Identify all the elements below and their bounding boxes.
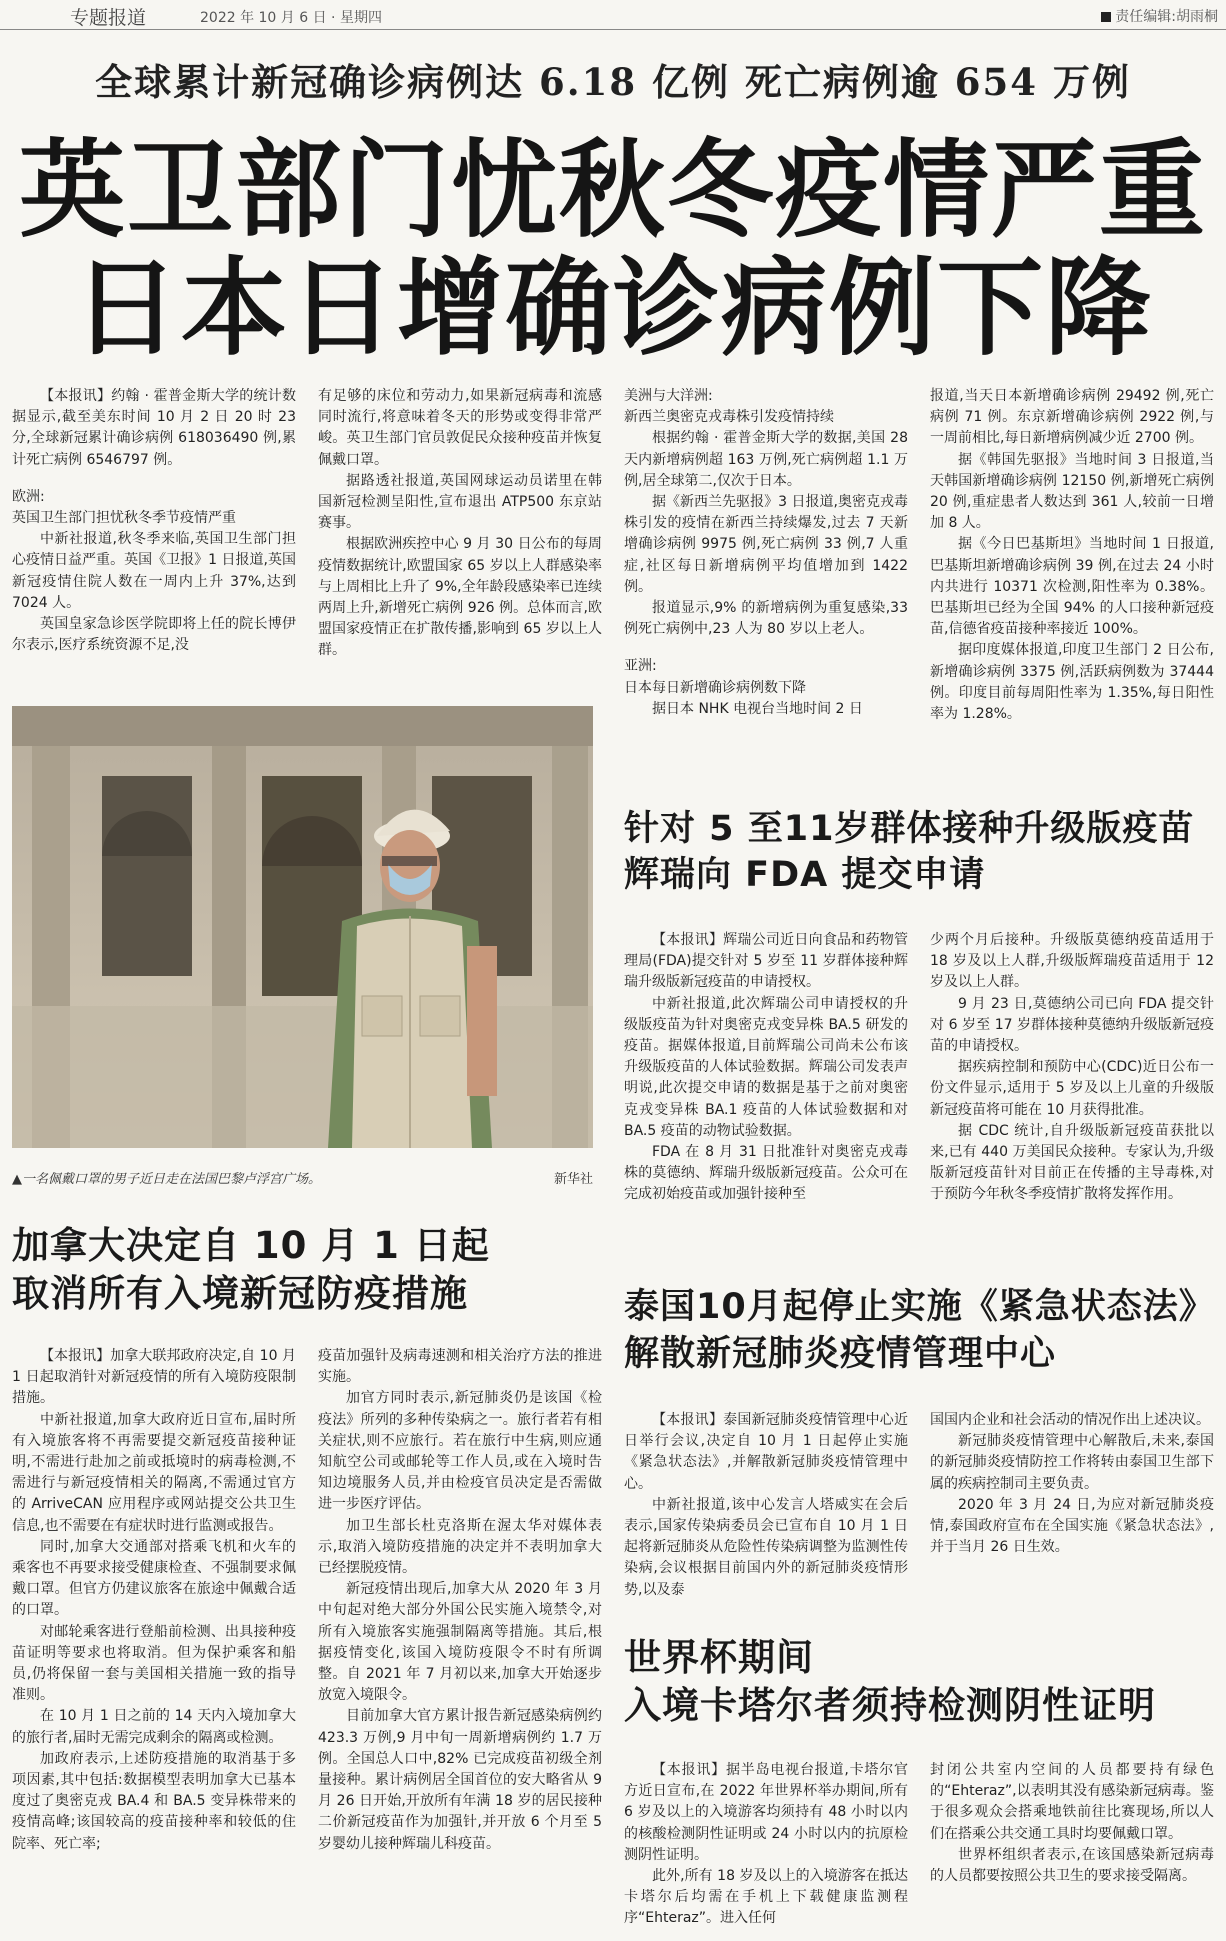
subheading: 英国卫生部门担忧秋冬季节疫情严重 xyxy=(12,510,236,527)
editor-credit xyxy=(1101,6,1218,26)
paragraph: 疫苗加强针及病毒速测和相关治疗方法的推进实施。 xyxy=(318,1348,602,1386)
paragraph: 据路透社报道,英国网球运动员诺里在韩国新冠检测呈阳性,宣布退出 ATP500 东京站赛事。 xyxy=(318,472,602,532)
paragraph: 有足够的床位和劳动力,如果新冠病毒和流感同时流行,将意味着冬天的形势或变得非常严峻。英卫生部门官员敦促民众接种疫苗并恢复佩戴口罩。 xyxy=(318,388,602,468)
paragraph: 2020 年 3 月 24 日,为应对新冠肺炎疫情,泰国政府宣布在全国实施《紧急状态法》,并于当月 26 日生效。 xyxy=(930,1496,1214,1556)
paragraph: 9 月 23 日,莫德纳公司已向 FDA 提交针对 6 岁至 17 岁群体接种莫德纳升级版新冠疫苗的申请授权。 xyxy=(930,995,1214,1055)
paragraph: 据印度媒体报道,印度卫生部门 2 日公布,新增确诊病例 3375 例,活跃病例数为 37444 例。印度目前每周阳性率为 1.35%,每日阳性率为 1.28%。 xyxy=(930,642,1214,723)
paragraph: 此外,所有 18 岁及以上的入境游客在抵达卡塔尔后均需在手机上下载健康监测程序“Ehteraz”。进入任何 xyxy=(624,1868,908,1927)
canada-title-line1: 加拿大决定自 10 月 1 日起 xyxy=(12,1224,490,1267)
paragraph: 据《新西兰先驱报》3 日报道,奥密克戎毒株引发的疫情在新西兰持续爆发,过去 7 天新增确诊病例 9975 例,死亡病例 33 例,7 人重症,社区每日新增病例平均值增加到 1422 例。 xyxy=(624,494,908,595)
paragraph: 国国内企业和社会活动的情况作出上述决议。 xyxy=(930,1412,1210,1428)
paragraph: 英国皇家急诊医学院即将上任的院长博伊尔表示,医疗系统资源不足,没 xyxy=(12,616,296,654)
paragraph: 报道,当天日本新增确诊病例 29492 例,死亡病例 71 例。东京新增确诊病例 2922 例,与一周前相比,每日新增病例减少近 2700 例。 xyxy=(930,388,1214,447)
paragraph: 中新社报道,加拿大政府近日宣布,届时所有入境旅客将不再需要提交新冠疫苗接种证明,不需进行赴加之前或抵境时的病毒检测,不需进行与新冠疫情相关的隔离,不需通过官方的 ArriveCAN 应用程序或网站提交公共卫生信息,也不需要在有症状时进行监测或报告。 xyxy=(12,1411,296,1534)
qatar-column-1 xyxy=(624,1760,908,1930)
issue-date: 2022 年 10 月 6 日 · 星期四 xyxy=(200,10,382,26)
paragraph: 在 10 月 1 日之前的 14 天内入境加拿大的旅行者,届时无需完成剩余的隔离或检测。 xyxy=(12,1708,296,1746)
photo-caption: ▲一名佩戴口罩的男子近日走在法国巴黎卢浮宫广场。 xyxy=(12,1172,321,1187)
subheading: 日本每日新增确诊病例数下降 xyxy=(624,679,806,696)
region-label-europe: 欧洲: xyxy=(12,488,45,505)
paragraph: 加卫生部长杜克洛斯在渥太华对媒体表示,取消入境防疫措施的决定并不表明加拿大已经摆脱疫情。 xyxy=(318,1517,602,1577)
section-name: 专题报道 xyxy=(70,7,147,29)
canada-title-line2: 取消所有入境新冠防疫措施 xyxy=(12,1272,468,1315)
news-photo xyxy=(12,706,593,1148)
thailand-title-line2: 解散新冠肺炎疫情管理中心 xyxy=(624,1334,1057,1374)
paragraph: 【本报讯】加拿大联邦政府决定,自 10 月 1 日起取消针对新冠疫情的所有入境防疫限制措施。 xyxy=(12,1348,296,1407)
editor-name: 责任编辑:胡雨桐 xyxy=(1115,9,1218,25)
thailand-title-line1: 泰国10月起停止实施《紧急状态法》 xyxy=(624,1287,1215,1327)
pfizer-column-1 xyxy=(624,930,908,1206)
paragraph: 封闭公共室内空间的人员都要持有绿色的“Ehteraz”,以表明其没有感染新冠病毒。鉴于很多观众会搭乘地铁前往比赛现场,所以人们在搭乘公共交通工具时均要佩戴口罩。 xyxy=(930,1762,1214,1842)
kicker-headline: 全球累计新冠确诊病例达 6.18 亿例 死亡病例逾 654 万例 xyxy=(95,60,1131,104)
paragraph: 加官方同时表示,新冠肺炎仍是该国《检疫法》所列的多种传染病之一。旅行者若有相关症状,则不应旅行。若在旅行中生病,则应通知航空公司或邮轮等工作人员,或在入境时告知边境服务人员,并由检疫官员决定是否需做进一步医疗评估。 xyxy=(318,1390,602,1513)
paragraph: 【本报讯】泰国新冠肺炎疫情管理中心近日举行会议,决定自 10 月 1 日起停止实施《紧急状态法》,并解散新冠肺炎疫情管理中心。 xyxy=(624,1412,908,1492)
paragraph: 据日本 NHK 电视台当地时间 2 日 xyxy=(652,700,863,717)
pfizer-title-line1: 针对 5 至11岁群体接种升级版疫苗 xyxy=(624,809,1195,849)
paragraph: 中新社报道,秋冬季来临,英国卫生部门担心疫情日益严重。英国《卫报》1 日报道,英国新冠疫情住院人数在一周内上升 37%,达到 7024 人。 xyxy=(12,531,296,611)
main-story-column-3 xyxy=(624,386,908,720)
paragraph: 新冠肺炎疫情管理中心解散后,未来,泰国的新冠肺炎疫情防控工作将转由泰国卫生部下属的疾病控制司主要负责。 xyxy=(930,1433,1214,1492)
paragraph: 【本报讯】辉瑞公司近日向食品和药物管理局(FDA)提交针对 5 岁至 11 岁群体接种辉瑞升级版新冠疫苗的申请授权。 xyxy=(624,932,908,991)
paragraph: 据《韩国先驱报》当地时间 3 日报道,当天韩国新增确诊病例 12150 例,新增死亡病例 20 例,重症患者人数达到 361 人,较前一日增加 8 人。 xyxy=(930,451,1214,532)
paragraph: 中新社报道,此次辉瑞公司申请授权的升级版疫苗为针对奥密克戎变异株 BA.5 研发的疫苗。据媒体报道,目前辉瑞公司尚未公布该升级版疫苗的人体试验数据。辉瑞公司发表声明说,此次提交申请的数据是基于之前对奥密克戎变异株 BA.1 疫苗的人体试验数据和对 BA.5 疫苗的动物试验数据。 xyxy=(624,995,908,1139)
paragraph: 目前加拿大官方累计报告新冠感染病例约 423.3 万例,9 月中旬一周新增病例约 1.7 万例。全国总人口中,82% 已完成疫苗初级全剂量接种。累计病例居全国首位的安大略省从 9 月 26 日开始,开放所有年满 18 岁的居民接种二价新冠疫苗作为加强针,并开放 6 个月至 5 岁婴幼儿接种辉瑞儿科疫苗。 xyxy=(318,1708,602,1852)
paragraph: 根据约翰 · 霍普金斯大学的数据,美国 28 天内新增病例超 163 万例,死亡病例超 1.1 万例,居全球第二,仅次于日本。 xyxy=(624,430,908,489)
paragraph: FDA 在 8 月 31 日批准针对奥密克戎毒株的莫德纳、辉瑞升级版新冠疫苗。公众可在完成初始疫苗或加强针接种至 xyxy=(624,1144,908,1203)
paragraph: 中新社报道,该中心发言人塔威实在会后表示,国家传染病委员会已宣布自 10 月 1 日起将新冠肺炎从危险性传染病调整为监测性传染病,会议根据目前国内外的新冠肺炎疫情形势,以及泰 xyxy=(624,1496,908,1598)
photo-credit: 新华社 xyxy=(553,1172,593,1187)
thailand-column-2 xyxy=(930,1410,1214,1558)
region-label-asia: 亚洲: xyxy=(624,658,657,675)
main-story-column-2 xyxy=(318,386,602,662)
photo-louvre-man-mask xyxy=(12,706,593,1148)
paragraph: 据疾病控制和预防中心(CDC)近日公布一份文件显示,适用于 5 岁及以上儿童的升级版新冠疫苗将可能在 10 月获得批准。 xyxy=(930,1059,1214,1118)
paragraph: 少两个月后接种。升级版莫德纳疫苗适用于 18 岁及以上人群,升级版辉瑞疫苗适用于 12 岁及以上人群。 xyxy=(930,932,1214,991)
main-story-column-4 xyxy=(930,386,1214,725)
paragraph: 新冠疫情出现后,加拿大从 2020 年 3 月中旬起对绝大部分外国公民实施入境禁令,对所有入境旅客实施强制隔离等措施。其后,根据疫情变化,该国入境防疫限令不时有所调整。自 2021 年 7 月初以来,加拿大开始逐步放宽入境限令。 xyxy=(318,1581,602,1704)
paragraph: 同时,加拿大交通部对搭乘飞机和火车的乘客也不再要求接受健康检查、不强制要求佩戴口罩。但官方仍建议旅客在旅途中佩戴合适的口罩。 xyxy=(12,1538,296,1619)
main-story-column-1 xyxy=(12,386,296,656)
region-label-americas: 美洲与大洋洲: xyxy=(624,388,713,404)
paragraph: 据 CDC 统计,自升级版新冠疫苗获批以来,已有 440 万美国民众接种。专家认为,升级版新冠疫苗针对目前正在传播的主导毒株,对于预防今年秋冬季疫情扩散将发挥作用。 xyxy=(930,1122,1214,1203)
paragraph: 对邮轮乘客进行登船前检测、出具接种疫苗证明等要求也将取消。但为保护乘客和船员,仍将保留一套与美国相关措施一致的指导准则。 xyxy=(12,1623,296,1704)
paragraph: 【本报讯】约翰 · 霍普金斯大学的统计数据显示,截至美东时间 10 月 2 日 20 时 23 分,全球新冠累计确诊病例 618036490 例,累计死亡病例 6546797 例。 xyxy=(12,388,296,468)
square-bullet-icon xyxy=(1101,12,1111,22)
main-headline-line2: 日本日增确诊病例下降 xyxy=(73,247,1153,370)
page-header xyxy=(0,0,1226,30)
qatar-title-line1: 世界杯期间 xyxy=(624,1636,814,1679)
subheading: 新西兰奥密克戎毒株引发疫情持续 xyxy=(624,409,834,426)
thailand-column-1 xyxy=(624,1410,908,1601)
paragraph: 报道显示,9% 的新增病例为重复感染,33 例死亡病例中,23 人为 80 岁以上老人。 xyxy=(624,600,908,638)
pfizer-title-line2: 辉瑞向 FDA 提交申请 xyxy=(624,855,986,895)
paragraph: 世界杯组织者表示,在该国感染新冠病毒的人员都要按照公共卫生的要求接受隔离。 xyxy=(930,1846,1214,1885)
canada-column-1 xyxy=(12,1346,296,1855)
main-headline-line1: 英卫部门忧秋冬疫情严重 xyxy=(19,129,1207,252)
paragraph: 【本报讯】据半岛电视台报道,卡塔尔官方近日宣布,在 2022 年世界杯举办期间,所有 6 岁及以上的入境游客均须持有 48 小时以内的核酸检测阴性证明或 24 小时以内的抗原检测阴性证明。 xyxy=(624,1762,908,1863)
paragraph: 加政府表示,上述防疫措施的取消基于多项因素,其中包括:数据模型表明加拿大已基本度过了奥密克戎 BA.4 和 BA.5 变异株带来的疫情高峰;该国较高的疫苗接种率和较低的住院率、死亡率; xyxy=(12,1750,296,1852)
canada-column-2 xyxy=(318,1346,602,1855)
qatar-title-line2: 入境卡塔尔者须持检测阴性证明 xyxy=(624,1684,1156,1727)
pfizer-column-2 xyxy=(930,930,1214,1206)
qatar-column-2 xyxy=(930,1760,1214,1887)
paragraph: 据《今日巴基斯坦》当地时间 1 日报道,巴基斯坦新增确诊病例 39 例,在过去 24 小时内共进行 10371 次检测,阳性率为 0.38%。巴基斯坦已经为全国 94% 的人口接种新冠疫苗,信德省疫苗接种率接近 100%。 xyxy=(930,536,1214,638)
paragraph: 根据欧洲疾控中心 9 月 30 日公布的每周疫情数据统计,欧盟国家 65 岁以上人群感染率与上周相比上升了 9%,全年龄段感染率已连续两周上升,新增死亡病例 926 例。总体而言,欧盟国家疫情正在扩散传播,影响到 65 岁以上人群。 xyxy=(318,536,602,659)
photo-caption-bar xyxy=(12,1168,593,1190)
